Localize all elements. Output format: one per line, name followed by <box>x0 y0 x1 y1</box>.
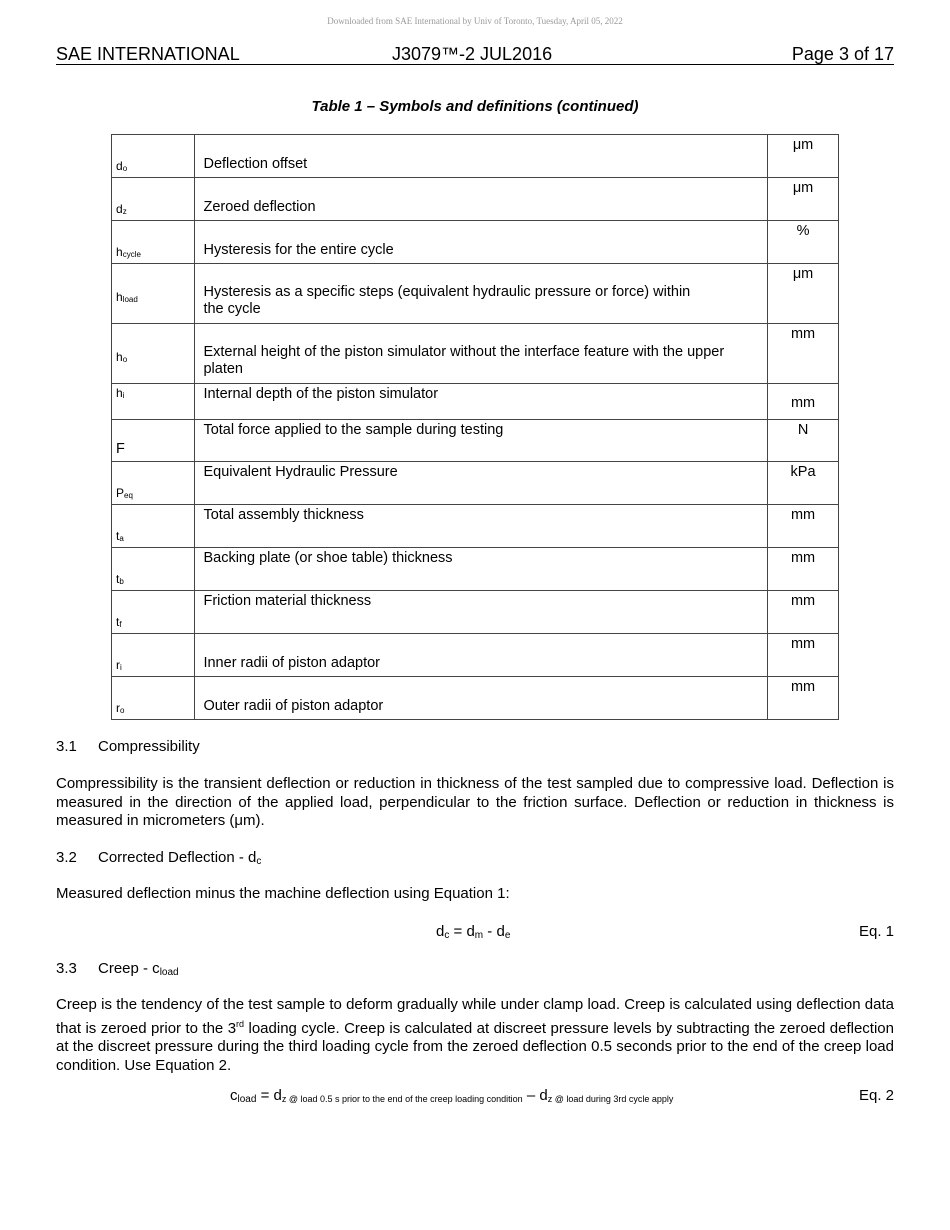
unit-cell: N <box>768 420 839 462</box>
unit-cell: mm <box>768 548 839 591</box>
table-row <box>112 505 839 548</box>
definition-cell: Equivalent Hydraulic Pressure <box>195 462 768 505</box>
table-row <box>112 634 839 677</box>
header-doc-id: J3079™-2 JUL2016 <box>392 44 553 64</box>
definition-cell: Inner radii of piston adaptor <box>195 634 768 677</box>
unit-cell: μm <box>768 264 839 324</box>
section-3-3-body: Creep is the tendency of the test sample to deform gradually while under clamp load. Creep is calculated using deflection data that is zeroed prior to the 3rd loading cycle. Creep is calculated at discreet pressure levels by subtracting the zeroed deflection at the discreet pressure during the third loading cycle from the zeroed deflection 0.5 seconds prior to the end of the creep load condition. Use Equation 2. <box>56 996 894 1074</box>
section-heading-3-2 <box>56 849 894 867</box>
symbol-cell: $d_o$ <box>112 135 195 178</box>
section-number: 3.3 <box>56 960 77 977</box>
table-row <box>112 420 839 462</box>
unit-cell: mm <box>768 505 839 548</box>
definition-cell: Internal depth of the piston simulator <box>195 384 768 420</box>
table-row <box>112 324 839 384</box>
definition-cell: Outer radii of piston adaptor <box>195 677 768 720</box>
table-row <box>112 221 839 264</box>
equation-1-label: Eq. 1 <box>858 923 894 940</box>
definition-cell: External height of the piston simulator without the interface feature with the upper platen <box>195 324 768 384</box>
definition-cell: Friction material thickness <box>195 591 768 634</box>
header-org: SAE INTERNATIONAL <box>56 44 240 64</box>
definition-cell: Total force applied to the sample during testing <box>195 420 768 462</box>
definition-cell: Zeroed deflection <box>195 178 768 221</box>
table-row <box>112 548 839 591</box>
symbol-cell: $r_i$ <box>112 634 195 677</box>
section-title-subscript: load <box>159 967 179 978</box>
table-row <box>112 677 839 720</box>
unit-cell: μm <box>768 135 839 178</box>
table-row <box>112 462 839 505</box>
symbol-cell: $h_i$ <box>112 384 195 420</box>
symbol-cell: F <box>112 420 195 462</box>
unit-cell: μm <box>768 178 839 221</box>
definition-cell: Total assembly thickness <box>195 505 768 548</box>
unit-cell: mm <box>768 634 839 677</box>
header-page-number: Page 3 of 17 <box>791 44 894 64</box>
table-row <box>112 135 839 178</box>
symbols-table <box>111 134 839 720</box>
symbol-cell: $h_{load}$ <box>112 264 195 324</box>
section-3-2-body: Measured deflection minus the machine deflection using Equation 1: <box>56 885 510 902</box>
section-heading-3-3 <box>56 960 894 978</box>
unit-cell: kPa <box>768 462 839 505</box>
definition-cell: Deflection offset <box>195 135 768 178</box>
unit-cell: mm <box>768 324 839 384</box>
section-heading-3-1 <box>56 738 894 755</box>
symbol-cell: $h_{cycle}$ <box>112 221 195 264</box>
symbol-cell: $t_a$ <box>112 505 195 548</box>
section-title: Compressibility <box>98 738 200 755</box>
section-number: 3.1 <box>56 738 77 755</box>
equation-1-expression: $d_c = d_m - d_e$ <box>436 923 511 941</box>
section-title: Creep - c <box>98 960 160 977</box>
symbol-cell: $h_o$ <box>112 324 195 384</box>
section-title: Corrected Deflection - d <box>98 849 257 866</box>
unit-cell: mm <box>768 677 839 720</box>
symbol-cell: $t_f$ <box>112 591 195 634</box>
symbol-cell: $P_{eq}$ <box>112 462 195 505</box>
symbol-cell: $d_z$ <box>112 178 195 221</box>
table-row <box>112 384 839 420</box>
symbol-cell: $t_b$ <box>112 548 195 591</box>
definition-cell: Hysteresis for the entire cycle <box>195 221 768 264</box>
section-title-subscript: c <box>256 856 262 867</box>
table-row <box>112 591 839 634</box>
unit-cell: mm <box>768 591 839 634</box>
table-caption: Table 1 – Symbols and definitions (continued) <box>311 98 639 115</box>
unit-cell: % <box>768 221 839 264</box>
table-row <box>112 264 839 324</box>
unit-cell: mm <box>768 384 839 420</box>
section-3-1-body: Compressibility is the transient deflection or reduction in thickness of the test sampled due to compressive load. Deflection is measured in the direction of the applied load, perpendicular to the friction surface. Deflection or reduction in thickness is measured in micrometers (μm). <box>56 775 894 829</box>
definition-cell: Backing plate (or shoe table) thickness <box>195 548 768 591</box>
section-number: 3.2 <box>56 849 77 866</box>
page-header <box>56 44 894 65</box>
download-watermark: Downloaded from SAE International by Univ of Toronto, Tuesday, April 05, 2022 <box>327 16 623 26</box>
symbol-cell: $r_o$ <box>112 677 195 720</box>
equation-2-expression: $c_{load} = d_{z @ load 0.5 s prior to the end of the creep loading condition} - d_{z @ load during 3rd cycle apply}$ <box>230 1087 674 1105</box>
definition-cell: Hysteresis as a specific steps (equivalent hydraulic pressure or force) within the cycle <box>195 264 768 324</box>
equation-2-label: Eq. 2 <box>858 1087 894 1104</box>
table-row <box>112 178 839 221</box>
